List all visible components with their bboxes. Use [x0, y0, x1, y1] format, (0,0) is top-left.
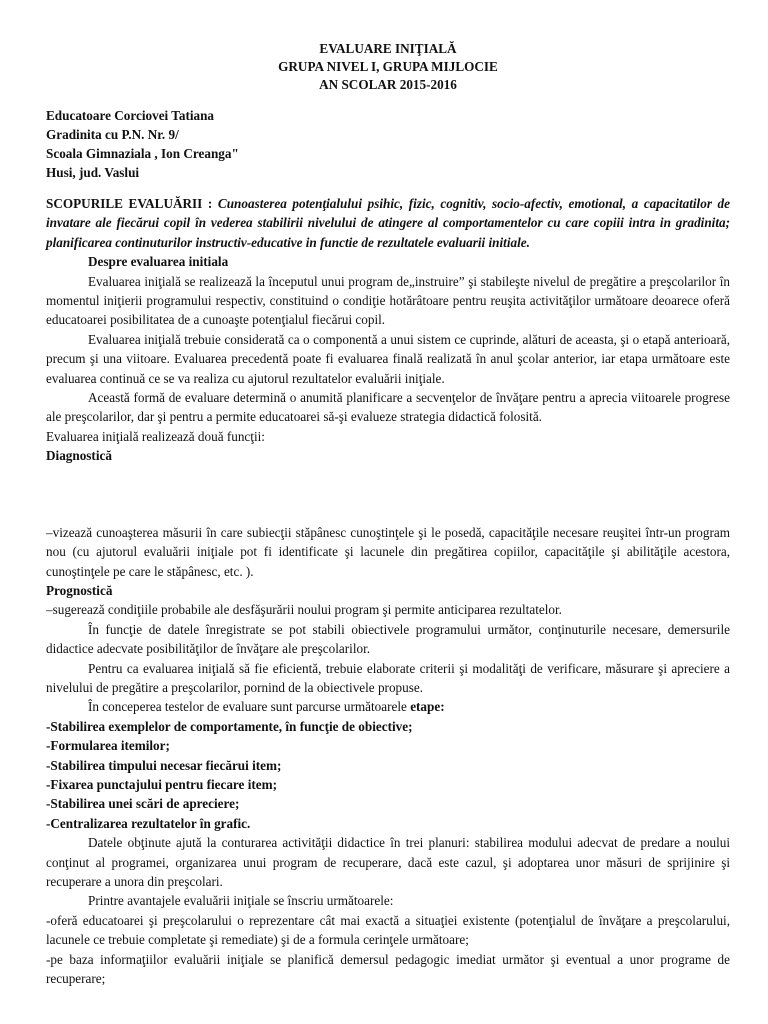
- author-school: Scoala Gimnaziala , Ion Creanga": [46, 146, 239, 161]
- scopuri-text: Cunoasterea potenţialului psihic, fizic, cognitiv, socio-afectiv, emotional, a capacitatilor de invatare ale fiecărui copil în vederea stabilirii nivelului de atingere al comportamentelor cu care copiii intra in gradinita; planificarea continuturilor instructiv-educative in functie de rezultatele evaluarii initiale.: [46, 196, 730, 250]
- despre-paragraph-3: Această formă de evaluare determină o anumită planificare a secvenţelor de învăţare pentru a aprecia viitoarele progrese ale preşcolarilor, dar şi pentru a permite educatoarei să-şi evalueze strategia didactică folosită.: [46, 390, 730, 425]
- etapa-item: -Fixarea punctajului pentru fiecare item;: [46, 776, 277, 792]
- diagnostica-heading: Diagnostică: [46, 448, 112, 464]
- blank-space: [46, 466, 730, 523]
- prognostica-paragraph-1: În funcţie de datele înregistrate se pot stabili obiectivele programului următor, conţinuturile necesare, demersurile didactice adecvate posibilităţilor de învăţare ale preşcolarilor.: [46, 621, 730, 657]
- author-kindergarten: Gradinita cu P.N. Nr. 9/: [46, 127, 179, 142]
- document-header: [46, 40, 730, 94]
- author-name: Educatoare Corciovei Tatiana: [46, 108, 215, 123]
- etapa-item: -Formularea itemilor;: [46, 738, 170, 754]
- document-school-year: AN SCOLAR 2015-2016: [319, 77, 457, 92]
- document-page: [46, 40, 730, 988]
- etapa-item: -Centralizarea rezultatelor în grafic.: [46, 815, 251, 831]
- despre-paragraph-4: Evaluarea iniţială realizează două funcţii:: [46, 428, 265, 444]
- prognostica-heading: Prognostică: [46, 582, 113, 598]
- final-paragraph-2: Printre avantajele evaluării iniţiale se înscriu următoarele:: [88, 893, 394, 909]
- diagnostica-text: –vizează cunoaşterea măsurii în care subiecţii stăpânesc cunoştinţele şi le posedă, capacităţile necesare reuşitei într-un program nou (cu ajutorul evaluării iniţiale pot fi identificate şi lacunele din pregătirea copiilor, capacităţile şi abilităţile acestora, cunoştinţele pe care le stăpânesc, etc. ).: [46, 524, 730, 579]
- scopuri-label: SCOPURILE EVALUĂRII :: [46, 196, 218, 211]
- etapa-item: -Stabilirea timpului necesar fiecărui item;: [46, 757, 282, 773]
- etapa-item: -Stabilirea exemplelor de comportamente, în funcţie de obiective;: [46, 718, 413, 734]
- despre-heading: Despre evaluarea initiala: [88, 254, 229, 270]
- scopuri-paragraph: [46, 194, 730, 252]
- etapa-item: -Stabilirea unei scări de apreciere;: [46, 796, 240, 812]
- document-title: EVALUARE INIŢIALĂ: [319, 41, 457, 56]
- despre-paragraph-2: Evaluarea iniţială trebuie considerată ca o componentă a unui sistem ce cuprinde, alături de aceasta, şi o etapă anterioară, precum şi una viitoare. Evaluarea precedentă poate fi evaluarea finală realizată în anul şcolar anterior, iar etapa următoare este evaluarea continuă ce se va realiza cu ajutorul rezultatelor evaluării iniţiale.: [46, 331, 730, 386]
- final-paragraph-4: -pe baza informaţiilor evaluării iniţiale se planifică demersul pedagogic imediat următor şi eventual a unor programe de recuperare;: [46, 951, 730, 987]
- document-group: GRUPA NIVEL I, GRUPA MIJLOCIE: [278, 59, 498, 74]
- author-location: Husi, jud. Vaslui: [46, 165, 140, 180]
- etape-list: [46, 717, 730, 833]
- final-paragraph-3: -oferă educatoarei şi preşcolarului o reprezentare cât mai exactă a situaţiei existente (potenţialul de învăţare a preşcolarului, lacunele ce trebuie completate şi remediate) şi de a formula cerinţele următoare;: [46, 912, 730, 948]
- etape-intro: În conceperea testelor de evaluare sunt parcurse următoarele: [88, 699, 411, 715]
- prognostica-paragraph-3: [46, 697, 730, 716]
- prognostica-text: –sugerează condiţiile probabile ale desfăşurării noului program şi permite anticiparea rezultatelor.: [46, 602, 562, 618]
- despre-paragraph-1: Evaluarea iniţială se realizează la începutul unui program de„instruire” şi stabileşte nivelul de pregătire a preşcolarilor în momentul iniţierii programului respectiv, constituind o condiţie hotărâtoare pentru reuşita activităţilor următoare deoarece oferă educatoarei posibilitatea de a cunoaşte potenţialul fiecărui copil.: [46, 273, 730, 328]
- final-paragraph-1: Datele obţinute ajută la conturarea activităţii didactice în trei planuri: stabilirea modului adecvat de predare a noului conţinut al programei, organizarea unui program de recuperare, dacă este cazul, şi adoptarea unor măsuri de sprijinire şi recuperare a unora din preşcolari.: [46, 835, 730, 889]
- etape-label: etape:: [410, 699, 445, 715]
- author-block: [46, 106, 730, 182]
- prognostica-paragraph-2: Pentru ca evaluarea iniţială să fie eficientă, trebuie elaborate criterii şi modalităţi de verificare, măsurare şi apreciere a nivelului de pregătire a preşcolarilor, pornind de la obiectivele propuse.: [46, 660, 730, 695]
